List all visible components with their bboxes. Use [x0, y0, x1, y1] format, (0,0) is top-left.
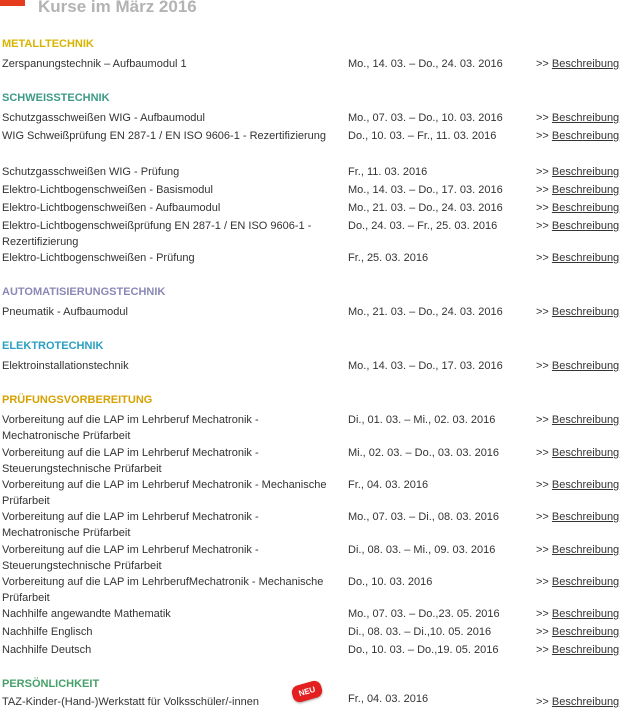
- description-link[interactable]: Beschreibung: [551, 220, 620, 232]
- link-arrow: >>: [536, 184, 552, 196]
- description-link-cell: [536, 542, 619, 558]
- description-link-cell: [536, 56, 619, 72]
- description-link[interactable]: Beschreibung: [551, 202, 620, 214]
- course-name: Nachhilfe Deutsch: [2, 644, 92, 656]
- description-link[interactable]: Beschreibung: [551, 306, 620, 318]
- section-title: AUTOMATISIERUNGSTECHNIK: [2, 286, 166, 298]
- section-title: METALLTECHNIK: [2, 38, 94, 50]
- course-name: Elektro-Lichtbogenschweißen - Aufbaumodul: [2, 202, 221, 214]
- course-name: Nachhilfe angewandte Mathematik: [2, 608, 171, 620]
- description-link[interactable]: Beschreibung: [551, 696, 620, 708]
- course-date: Mo., 14. 03. – Do., 17. 03. 2016: [348, 184, 503, 196]
- link-arrow: >>: [536, 252, 552, 264]
- description-link[interactable]: Beschreibung: [551, 626, 620, 638]
- link-arrow: >>: [536, 511, 552, 523]
- link-arrow: >>: [536, 479, 552, 491]
- description-link[interactable]: Beschreibung: [551, 414, 620, 426]
- description-link-cell: [536, 250, 619, 266]
- course-date: Do., 10. 03. – Fr., 11. 03. 2016: [348, 130, 497, 142]
- link-arrow: >>: [536, 576, 552, 588]
- link-arrow: >>: [536, 130, 552, 142]
- course-date: Di., 08. 03. – Di.,10. 05. 2016: [348, 626, 492, 638]
- description-link[interactable]: Beschreibung: [551, 644, 620, 656]
- section-title: PRÜFUNGSVORBEREITUNG: [2, 394, 153, 406]
- link-arrow: >>: [536, 220, 552, 232]
- description-link-cell: [536, 218, 619, 234]
- description-link[interactable]: Beschreibung: [551, 576, 620, 588]
- course-date: Fr., 04. 03. 2016: [348, 479, 429, 491]
- course-name: Elektro-Lichtbogenschweißen - Prüfung: [2, 252, 195, 264]
- description-link[interactable]: Beschreibung: [551, 360, 620, 372]
- description-link-cell: [536, 606, 619, 622]
- course-name: Zerspanungstechnik – Aufbaumodul 1: [2, 58, 187, 70]
- link-arrow: >>: [536, 202, 552, 214]
- course-date: Fr., 04. 03. 2016: [348, 693, 429, 705]
- description-link[interactable]: Beschreibung: [551, 112, 620, 124]
- section-title: ELEKTROTECHNIK: [2, 340, 104, 352]
- course-date: Do., 24. 03. – Fr., 25. 03. 2016: [348, 220, 498, 232]
- course-date: Mo., 21. 03. – Do., 24. 03. 2016: [348, 202, 503, 214]
- course-date: Mo., 07. 03. – Di., 08. 03. 2016: [348, 511, 500, 523]
- course-date: Mo., 14. 03. – Do., 17. 03. 2016: [348, 360, 503, 372]
- description-link[interactable]: Beschreibung: [551, 608, 620, 620]
- link-arrow: >>: [536, 447, 552, 459]
- section-title: PERSÖNLICHKEIT: [2, 678, 100, 690]
- description-link[interactable]: Beschreibung: [551, 252, 620, 264]
- link-arrow: >>: [536, 58, 552, 70]
- description-link-cell: [536, 445, 619, 461]
- link-arrow: >>: [536, 166, 552, 178]
- link-arrow: >>: [536, 544, 552, 556]
- page-title: Kurse im März 2016: [38, 0, 197, 16]
- course-name: Elektro-Lichtbogenschweißprüfung EN 287-1 / EN ISO 9606-1 - Rezertifizierung: [2, 220, 312, 248]
- description-link-cell: [536, 358, 619, 374]
- description-link[interactable]: Beschreibung: [551, 447, 620, 459]
- course-name: Schutzgasschweißen WIG - Prüfung: [2, 166, 180, 178]
- description-link-cell: [536, 642, 619, 658]
- course-date: Fr., 25. 03. 2016: [348, 252, 429, 264]
- description-link-cell: [536, 182, 619, 198]
- link-arrow: >>: [536, 608, 552, 620]
- course-name: Vorbereitung auf die LAP im Lehrberuf Mechatronik - Mechanische Prüfarbeit: [2, 479, 327, 507]
- description-link-cell: [536, 477, 619, 493]
- description-link[interactable]: Beschreibung: [551, 130, 620, 142]
- course-date: Mo., 14. 03. – Do., 24. 03. 2016: [348, 58, 503, 70]
- course-date: Mo., 07. 03. – Do., 10. 03. 2016: [348, 112, 503, 124]
- description-link-cell: [536, 574, 619, 590]
- description-link[interactable]: Beschreibung: [551, 166, 620, 178]
- description-link-cell: [536, 110, 619, 126]
- course-name: Vorbereitung auf die LAP im Lehrberuf Mechatronik - Steuerungstechnische Prüfarbeit: [2, 544, 259, 572]
- course-date: Di., 08. 03. – Mi., 09. 03. 2016: [348, 544, 496, 556]
- description-link-cell: [536, 304, 619, 320]
- description-link-cell: [536, 412, 619, 428]
- description-link-cell: [536, 694, 619, 710]
- description-link-cell: [536, 624, 619, 640]
- course-name: Vorbereitung auf die LAP im Lehrberuf Mechatronik - Steuerungstechnische Prüfarbeit: [2, 447, 259, 475]
- description-link[interactable]: Beschreibung: [551, 58, 620, 70]
- link-arrow: >>: [536, 626, 552, 638]
- course-date: Do., 10. 03. – Do.,19. 05. 2016: [348, 644, 499, 656]
- course-name: WIG Schweißprüfung EN 287-1 / EN ISO 9606-1 - Rezertifizierung: [2, 130, 327, 142]
- course-name: Pneumatik - Aufbaumodul: [2, 306, 128, 318]
- description-link[interactable]: Beschreibung: [551, 184, 620, 196]
- description-link-cell: [536, 128, 619, 144]
- section-title: SCHWEISSTECHNIK: [2, 92, 110, 104]
- course-name: Elektro-Lichtbogenschweißen - Basismodul: [2, 184, 213, 196]
- link-arrow: >>: [536, 414, 552, 426]
- course-name: TAZ-Kinder-(Hand-)Werkstatt für Volksschüler/-innen: [2, 696, 259, 708]
- link-arrow: >>: [536, 112, 552, 124]
- course-date: Mi., 02. 03. – Do., 03. 03. 2016: [348, 447, 500, 459]
- course-name: Elektroinstallationstechnik: [2, 360, 129, 372]
- course-date: Mo., 07. 03. – Do.,23. 05. 2016: [348, 608, 500, 620]
- course-date: Mo., 21. 03. – Do., 24. 03. 2016: [348, 306, 503, 318]
- course-date: Di., 01. 03. – Mi., 02. 03. 2016: [348, 414, 496, 426]
- course-date: Fr., 11. 03. 2016: [348, 166, 428, 178]
- description-link-cell: [536, 200, 619, 216]
- course-name: Vorbereitung auf die LAP im Lehrberuf Mechatronik - Mechatronische Prüfarbeit: [2, 511, 259, 539]
- description-link[interactable]: Beschreibung: [551, 479, 620, 491]
- description-link[interactable]: Beschreibung: [551, 511, 620, 523]
- description-link[interactable]: Beschreibung: [551, 544, 620, 556]
- new-badge-label: NEU: [297, 684, 317, 699]
- course-name: Nachhilfe Englisch: [2, 626, 93, 638]
- course-name: Schutzgasschweißen WIG - Aufbaumodul: [2, 112, 205, 124]
- description-link-cell: [536, 509, 619, 525]
- course-name: Vorbereitung auf die LAP im LehrberufMechatronik - Mechanische Prüfarbeit: [2, 576, 324, 604]
- link-arrow: >>: [536, 360, 552, 372]
- link-arrow: >>: [536, 644, 552, 656]
- description-link-cell: [536, 164, 619, 180]
- course-name: Vorbereitung auf die LAP im Lehrberuf Mechatronik - Mechatronische Prüfarbeit: [2, 414, 259, 442]
- link-arrow: >>: [536, 306, 552, 318]
- link-arrow: >>: [536, 696, 552, 708]
- course-date: Do., 10. 03. 2016: [348, 576, 433, 588]
